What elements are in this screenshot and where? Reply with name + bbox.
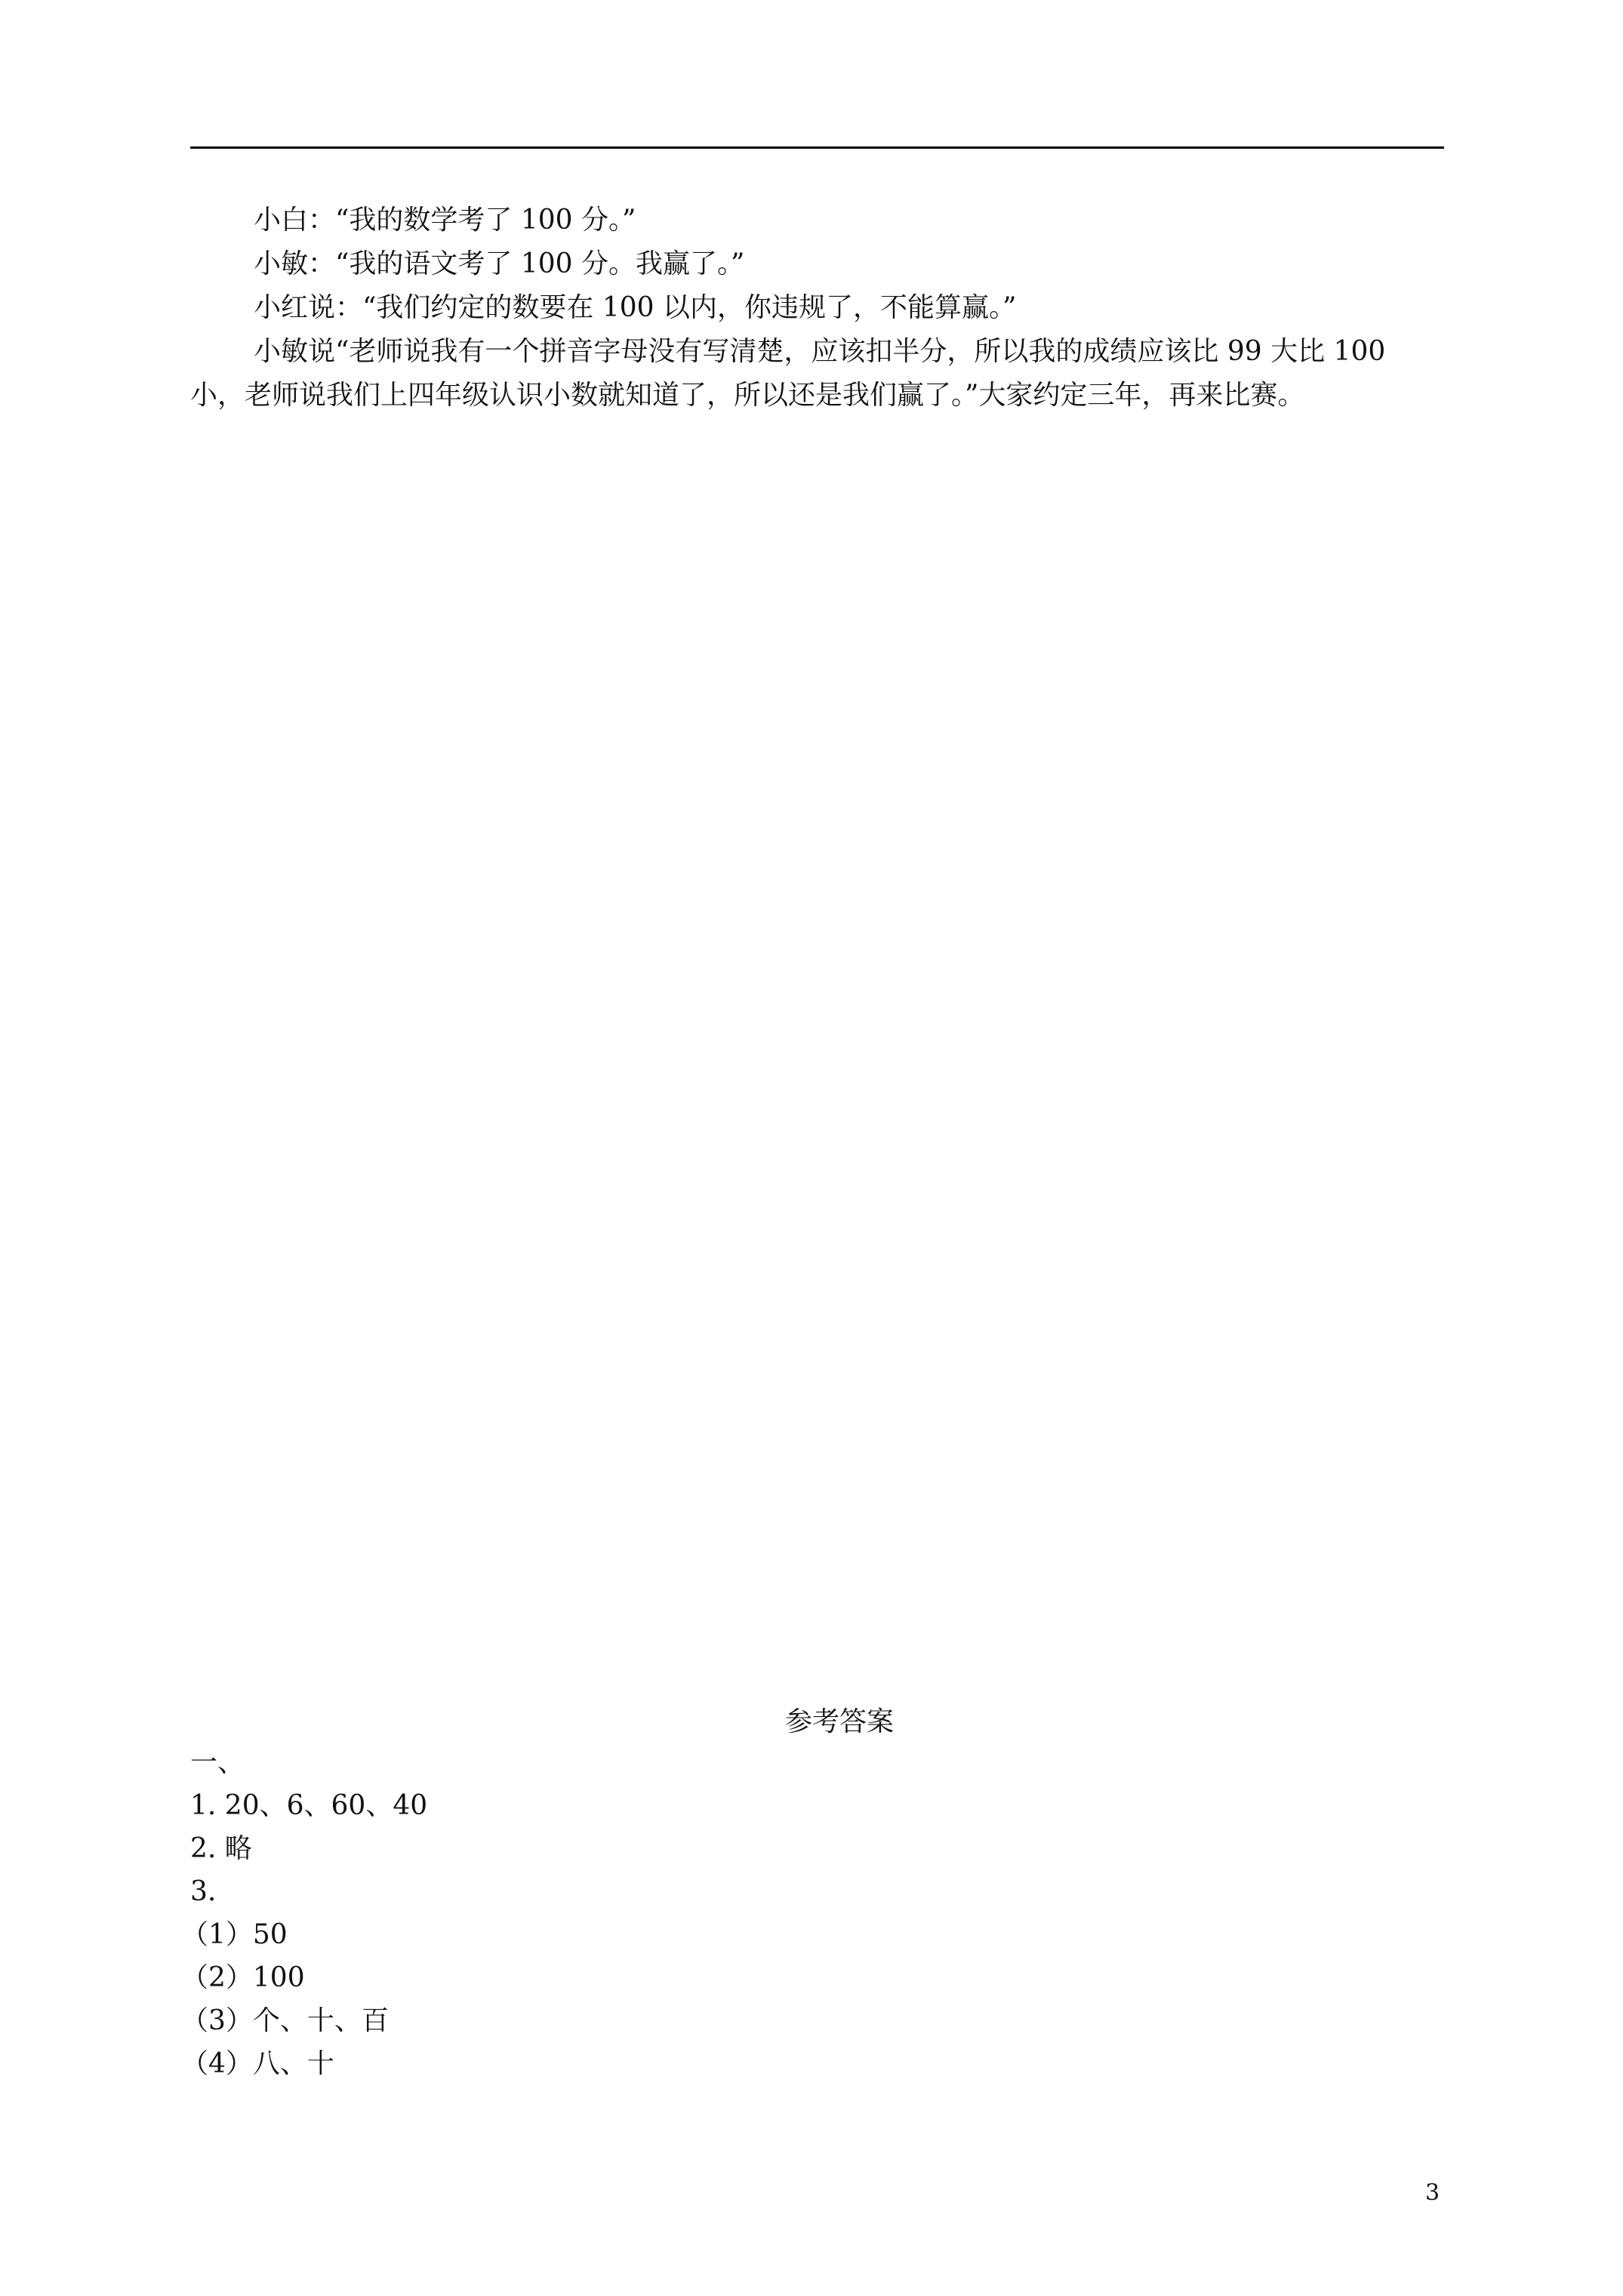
answers-section-label: 一、 bbox=[190, 1747, 245, 1778]
answer-item: 1. 20、6、60、40 bbox=[190, 1790, 428, 1821]
answer-sub-item: （4）八、十 bbox=[181, 2048, 334, 2079]
answers-list bbox=[181, 1741, 1444, 2085]
story-text bbox=[190, 199, 1444, 418]
page-number: 3 bbox=[1425, 2180, 1440, 2206]
story-paragraph: 小白：“我的数学考了 100 分。” bbox=[254, 205, 636, 236]
header-rule bbox=[190, 146, 1444, 149]
story-paragraph: 小敏说“老师说我有一个拼音字母没有写清楚，应该扣半分，所以我的成绩应该比 99 大比 100 小，老师说我们上四年级认识小数就知道了，所以还是我们赢了。”大家约定三年，再来比赛。 bbox=[190, 336, 1386, 411]
answer-sub-item: （3）个、十、百 bbox=[181, 2005, 389, 2036]
answer-sub-item: （2）100 bbox=[181, 1962, 305, 1993]
answer-sub-item: （1）50 bbox=[181, 1919, 288, 1950]
answer-item: 3. bbox=[190, 1876, 217, 1907]
answers-title: 参考答案 bbox=[784, 1706, 894, 1737]
story-paragraph: 小红说：“我们约定的数要在 100 以内，你违规了，不能算赢。” bbox=[254, 292, 1017, 323]
answer-item: 2. 略 bbox=[190, 1833, 252, 1864]
story-paragraph: 小敏：“我的语文考了 100 分。我赢了。” bbox=[254, 248, 745, 279]
